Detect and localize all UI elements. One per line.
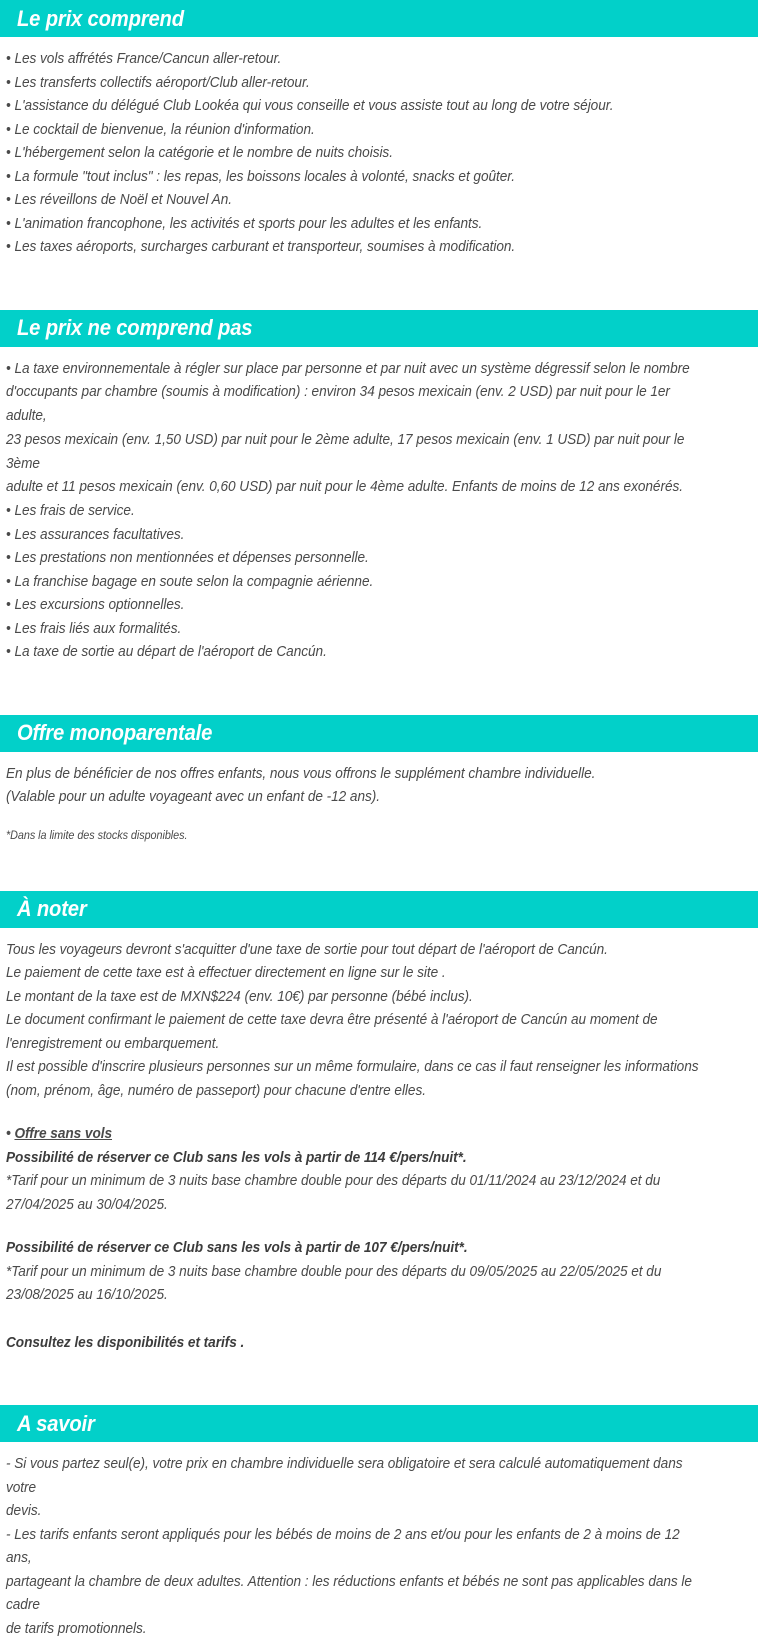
offre-sans-vols-label[interactable]: Offre sans vols xyxy=(14,1126,113,1143)
list-item: • L'hébergement selon la catégorie et le nombre de nuits choisis. xyxy=(6,145,393,161)
section-body-offre-monoparentale xyxy=(0,752,758,846)
list-item: • Le cocktail de bienvenue, la réunion d'information. xyxy=(6,121,315,138)
section-header-a-noter xyxy=(0,891,758,928)
section-body-le-prix-comprend xyxy=(0,37,758,260)
list-item: • Les transferts collectifs aéroport/Club aller-retour. xyxy=(6,74,310,91)
list-item: - Les tarifs enfants seront appliqués pour les bébés de moins de 2 ans et/ou pour les enfants de 2 à moins de 12 ans, xyxy=(6,1526,680,1567)
section-body-a-noter xyxy=(0,928,758,1356)
list-item-continuation: partageant la chambre de deux adultes. Attention : les réductions enfants et bébés ne sont pas applicables dans le cadre xyxy=(6,1573,692,1614)
list-item-continuation: devis. xyxy=(6,1503,42,1520)
offer-terms-line: *Tarif pour un minimum de 3 nuits base chambre double pour des départs du 01/11/2024 au 23/12/2024 et du xyxy=(6,1173,661,1190)
paragraph-line: Le document confirmant le paiement de cette taxe devra être présenté à l'aéroport de Cancún au moment de xyxy=(6,1012,658,1029)
footnote: *Dans la limite des stocks disponibles. xyxy=(6,829,188,842)
paragraph-line: (Valable pour un adulte voyageant avec un enfant de -12 ans). xyxy=(6,789,381,806)
list-item: • L'animation francophone, les activités et sports pour les adultes et les enfants. xyxy=(6,215,483,232)
section-header-le-prix-comprend xyxy=(0,0,758,37)
section-gap xyxy=(0,846,758,891)
section-gap xyxy=(0,1355,758,1405)
section-title: À noter xyxy=(17,896,87,922)
section-header-le-prix-ne-comprend-pas xyxy=(0,310,758,347)
list-item: • Les frais liés aux formalités. xyxy=(6,620,182,637)
list-item: • Les prestations non mentionnées et dépenses personnelle. xyxy=(6,550,369,567)
paragraph-gap xyxy=(6,810,744,826)
list-item-continuation: 23 pesos mexicain (env. 1,50 USD) par nuit pour le 2ème adulte, 17 pesos mexicain (env. 1 USD) par nuit pour le 3ème xyxy=(6,431,685,472)
paragraph-line: Le montant de la taxe est de MXN$224 (env. 10€) par personne (bébé inclus). xyxy=(6,988,473,1005)
section-title: Offre monoparentale xyxy=(17,720,213,746)
list-item: • Les réveillons de Noël et Nouvel An. xyxy=(6,192,232,208)
paragraph-line: (nom, prénom, âge, numéro de passeport) pour chacune d'entre elles. xyxy=(6,1082,426,1099)
list-item-continuation: adulte et 11 pesos mexicain (env. 0,60 USD) par nuit pour le 4ème adulte. Enfants de moins de 12 ans exonérés. xyxy=(6,479,683,496)
offer-terms-line: *Tarif pour un minimum de 3 nuits base chambre double pour des départs du 09/05/2025 au 22/05/2025 et du xyxy=(6,1263,662,1280)
section-title: Le prix ne comprend pas xyxy=(17,315,253,340)
section-header-offre-monoparentale xyxy=(0,715,758,752)
list-item-continuation: de tarifs promotionnels. xyxy=(6,1620,147,1637)
section-gap xyxy=(0,665,758,715)
list-item: • La franchise bagage en soute selon la compagnie aérienne. xyxy=(6,573,374,590)
bullet-marker: • xyxy=(6,1126,15,1143)
list-item: • Les taxes aéroports, surcharges carburant et transporteur, soumises à modification. xyxy=(6,239,516,255)
paragraph-line: En plus de bénéficier de nos offres enfants, nous vous offrons le supplément chambre individuelle. xyxy=(6,765,596,782)
list-item: • L'assistance du délégué Club Lookéa qui vous conseille et vous assiste tout au long de votre séjour. xyxy=(6,98,614,114)
section-body-a-savoir xyxy=(0,1442,758,1641)
list-item: • Les frais de service. xyxy=(6,503,135,520)
list-item: - Si vous partez seul(e), votre prix en chambre individuelle sera obligatoire et sera calculé automatiquement dans votre xyxy=(6,1456,683,1496)
section-title: A savoir xyxy=(17,1410,95,1436)
section-body-le-prix-ne-comprend-pas xyxy=(0,347,758,665)
offre-sans-vols-heading xyxy=(6,1123,700,1147)
offer-gap xyxy=(6,1217,744,1237)
availability-link-suffix: . xyxy=(236,1334,245,1351)
availability-line xyxy=(6,1332,700,1356)
section-header-a-savoir xyxy=(0,1405,758,1442)
availability-link[interactable]: Consultez les disponibilités et tarifs xyxy=(6,1334,237,1351)
list-item-continuation: d'occupants par chambre (soumis à modification) : environ 34 pesos mexicain (env. 2 USD) par nuit pour le 1er adulte, xyxy=(6,384,670,425)
offer-terms-line: 23/08/2025 au 16/10/2025. xyxy=(6,1287,168,1304)
paragraph-line: Le paiement de cette taxe est à effectuer directement en ligne sur le site . xyxy=(6,965,446,982)
list-item: • La formule "tout inclus" : les repas, les boissons locales à volonté, snacks et goûter. xyxy=(6,168,516,185)
list-item: • Les assurances facultatives. xyxy=(6,526,185,543)
list-item: • Les excursions optionnelles. xyxy=(6,597,185,614)
list-item: • La taxe de sortie au départ de l'aéroport de Cancún. xyxy=(6,644,327,661)
paragraph-line: l'enregistrement ou embarquement. xyxy=(6,1035,220,1052)
section-gap xyxy=(0,260,758,310)
offer-price-line: Possibilité de réserver ce Club sans les vols à partir de 114 €/pers/nuit*. xyxy=(6,1149,467,1166)
offer-terms-line: 27/04/2025 au 30/04/2025. xyxy=(6,1196,168,1213)
paragraph-line: Tous les voyageurs devront s'acquitter d'une taxe de sortie pour tout départ de l'aéroport de Cancún. xyxy=(6,941,608,958)
section-title: Le prix comprend xyxy=(17,5,184,31)
offer-price-line: Possibilité de réserver ce Club sans les vols à partir de 107 €/pers/nuit*. xyxy=(6,1240,468,1257)
paragraph-gap xyxy=(6,1103,744,1123)
list-item: • Les vols affrétés France/Cancun aller-retour. xyxy=(6,51,282,67)
list-item: • La taxe environnementale à régler sur place par personne et par nuit avec un système dégressif selon le nombre xyxy=(6,360,690,377)
paragraph-line: Il est possible d'inscrire plusieurs personnes sur un même formulaire, dans ce cas il faut renseigner les informations xyxy=(6,1059,699,1076)
offer-gap xyxy=(6,1308,744,1332)
